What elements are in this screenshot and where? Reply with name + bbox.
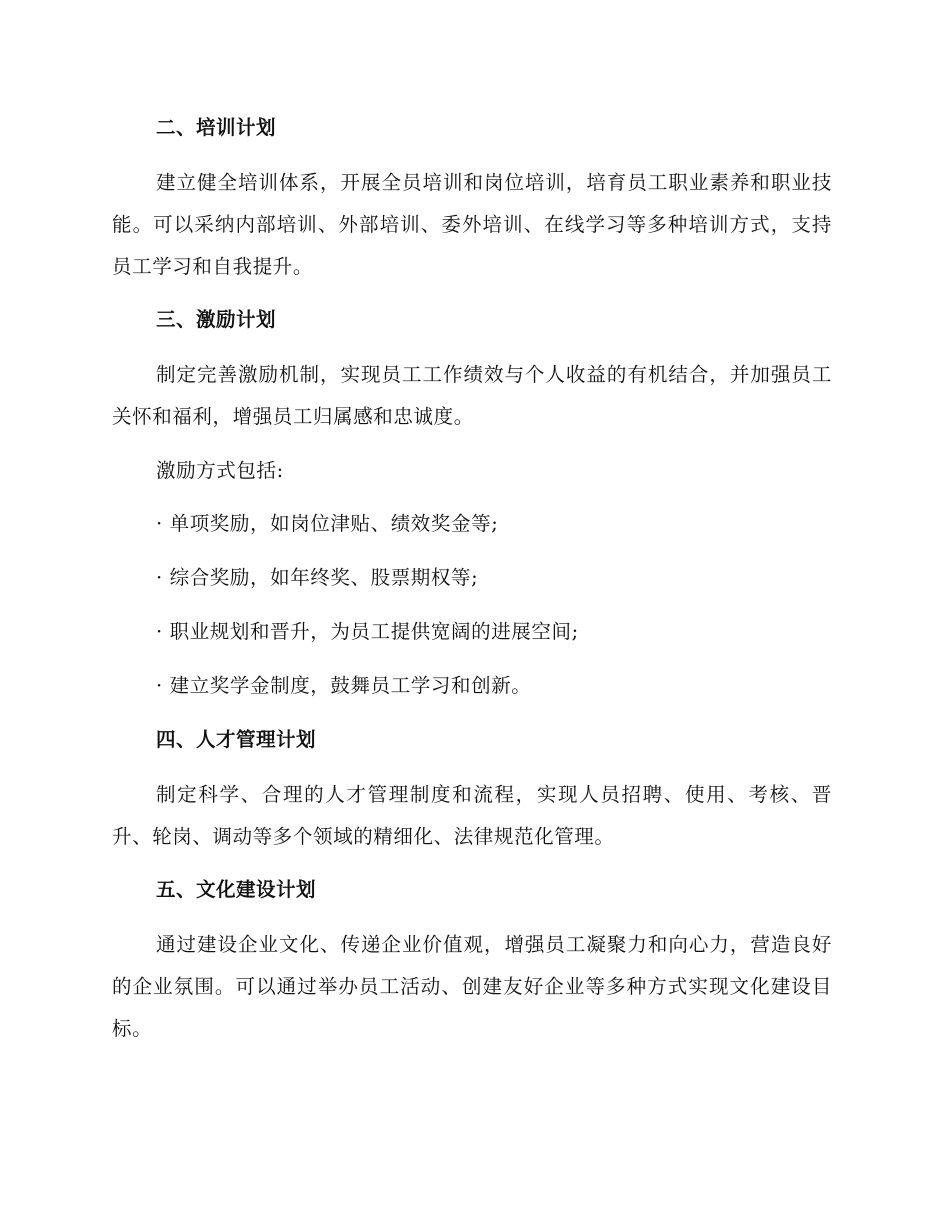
incentive-bullet-item: · 综合奖励，如年终奖、股票期权等; [156, 566, 479, 589]
section-heading-culture: 五、文化建设计划 [156, 878, 317, 901]
incentive-methods-intro: 激励方式包括: [156, 459, 284, 482]
incentive-bullet-item: · 建立奖学金制度，鼓舞员工学习和创新。 [156, 674, 532, 697]
training-paragraph: 建立健全培训体系，开展全员培训和岗位培训，培育员工职业素养和职业技能。可以采纳内部培训、外部培训、委外培训、在线学习等多种培训方式，支持员工学习和自我提升。 [112, 171, 832, 278]
talent-management-paragraph: 制定科学、合理的人才管理制度和流程，实现人员招聘、使用、考核、晋升、轮岗、调动等多个领域的精细化、法律规范化管理。 [112, 783, 832, 848]
section-heading-talent-management: 四、人才管理计划 [156, 728, 317, 751]
incentive-paragraph: 制定完善激励机制，实现员工工作绩效与个人收益的有机结合，并加强员工关怀和福利，增强员工归属感和忠诚度。 [112, 363, 832, 428]
incentive-bullet-item: · 单项奖励，如岗位津贴、绩效奖金等; [156, 512, 499, 535]
section-heading-incentive: 三、激励计划 [156, 308, 277, 331]
culture-paragraph: 通过建设企业文化、传递企业价值观，增强员工凝聚力和向心力，营造良好的企业氛围。可以通过举办员工活动、创建友好企业等多种方式实现文化建设目标。 [112, 933, 832, 1040]
incentive-bullet-item: · 职业规划和晋升，为员工提供宽阔的进展空间; [156, 620, 579, 643]
section-heading-training: 二、培训计划 [156, 116, 277, 139]
document-body [112, 108, 832, 1062]
